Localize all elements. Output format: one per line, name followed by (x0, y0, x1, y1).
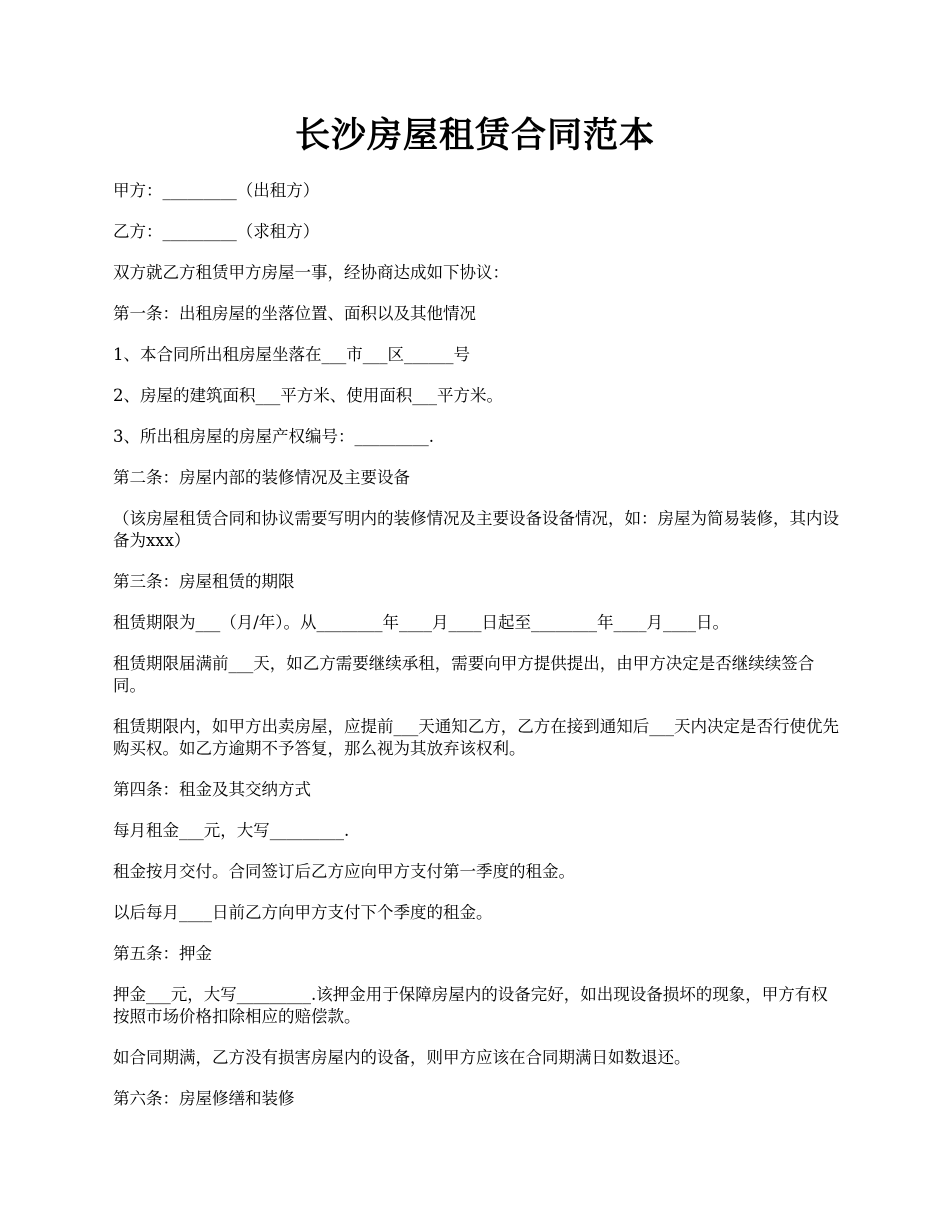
paragraph-area: 2、房屋的建筑面积___平方米、使用面积___平方米。 (113, 386, 503, 405)
section-heading-article-4: 第四条：租金及其交纳方式 (113, 780, 311, 799)
section-heading-article-3: 第三条：房屋租赁的期限 (113, 572, 295, 591)
section-heading-article-2: 第二条：房屋内部的装修情况及主要设备 (113, 468, 410, 487)
section-heading-article-1: 第一条：出租房屋的坐落位置、面积以及其他情况 (113, 304, 476, 323)
paragraph-deposit-refund: 如合同期满，乙方没有损害房屋内的设备，则甲方应该在合同期满日如数退还。 (113, 1048, 691, 1067)
paragraph-party-a: 甲方：_________（出租方） (113, 181, 320, 200)
paragraph-location: 1、本合同所出租房屋坐落在___市___区______号 (113, 345, 470, 364)
paragraph-agreement-intro: 双方就乙方租赁甲方房屋一事，经协商达成如下协议： (113, 263, 509, 282)
paragraph-preemptive-right: 租赁期限内，如甲方出卖房屋，应提前___天通知乙方，乙方在接到通知后___天内决定是否行使优先购买权。如乙方逾期不予答复，那么视为其放弃该权利。 (113, 717, 839, 758)
paragraph-deposit: 押金___元，大写_________.该押金用于保障房屋内的设备完好，如出现设备损坏的现象，甲方有权按照市场价格扣除相应的赔偿款。 (113, 985, 828, 1026)
paragraph-lease-renewal: 租赁期限届满前___天，如乙方需要继续承租，需要向甲方提供提出，由甲方决定是否继续续签合同。 (113, 654, 815, 695)
paragraph-lease-term: 租赁期限为___（月/年）。从________年____月____日起至________年____月____日。 (113, 613, 730, 632)
paragraph-rent-payment: 租金按月交付。合同签订后乙方应向甲方支付第一季度的租金。 (113, 862, 575, 881)
section-heading-article-6: 第六条：房屋修缮和装修 (113, 1089, 295, 1108)
section-heading-article-5: 第五条：押金 (113, 944, 212, 963)
paragraph-monthly-rent: 每月租金___元，大写_________. (113, 821, 350, 840)
paragraph-party-b: 乙方：_________（求租方） (113, 222, 320, 241)
paragraph-rent-schedule: 以后每月____日前乙方向甲方支付下个季度的租金。 (113, 903, 493, 922)
paragraph-decoration-note: （该房屋租赁合同和协议需要写明内的装修情况及主要设备设备情况，如：房屋为简易装修，其内设备为xxx） (113, 509, 839, 550)
document-body (113, 180, 840, 1129)
paragraph-property-number: 3、所出租房屋的房屋产权编号：_________. (113, 427, 434, 446)
document-title: 长沙房屋租赁合同范本 (294, 115, 655, 156)
